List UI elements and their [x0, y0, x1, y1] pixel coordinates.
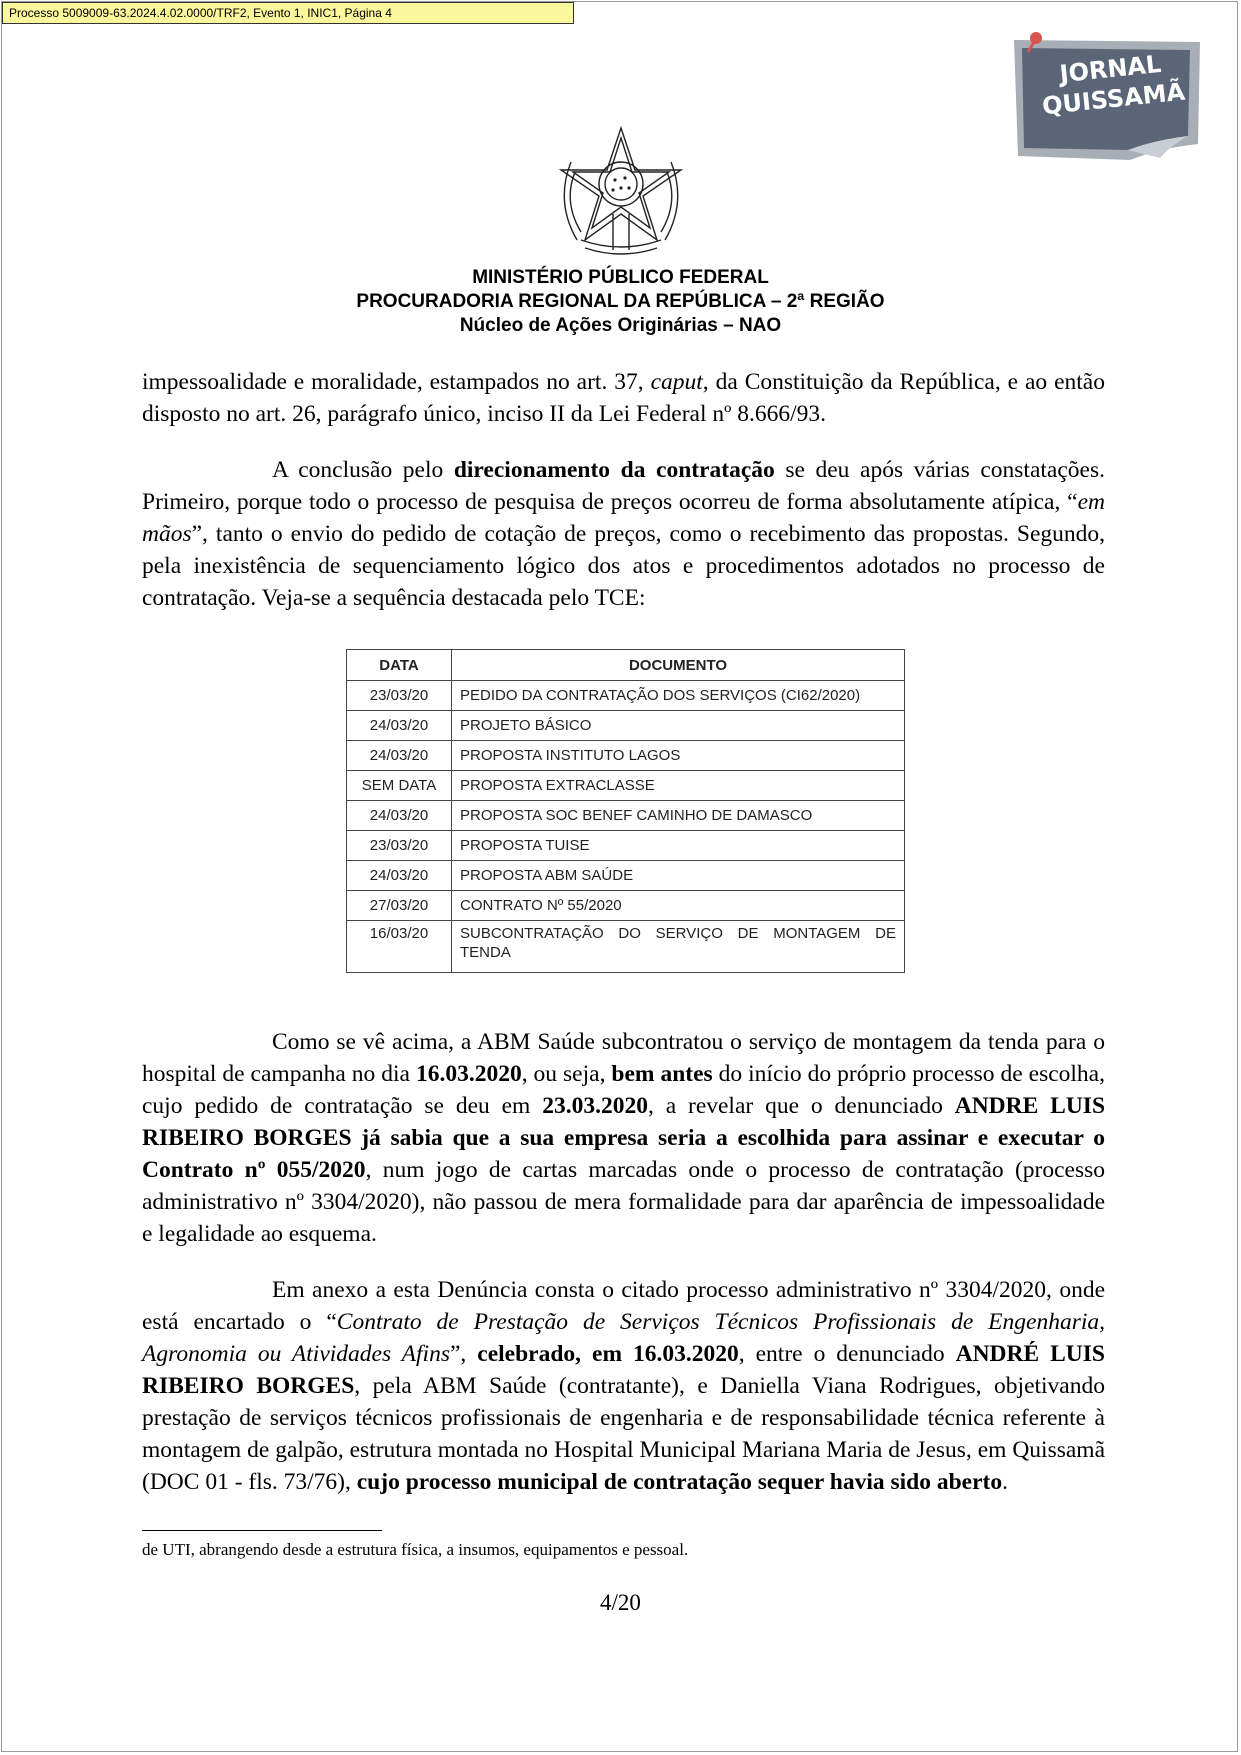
- paragraph-2: [142, 454, 1105, 614]
- letterhead: [0, 266, 1241, 338]
- jornal-quissama-logo: [1010, 28, 1202, 160]
- paragraph-4: [142, 1274, 1105, 1498]
- p2-text-2: se deu após várias constatações. Primeiro, porque todo o processo de pesquisa de preços ocorreu de forma absolutamente atípica, “: [142, 457, 1105, 515]
- p3-bold-4: ANDRE LUIS RIBEIRO BORGES já sabia que a sua empresa seria a escolhida para assinar e executar o Contrato nº 055/2020: [142, 1093, 1106, 1183]
- paragraph-1: [142, 366, 1105, 430]
- p3-text-1: Como se vê acima, a ABM Saúde subcontratou o serviço de montagem da tenda para o hospital de campanha no dia: [142, 1029, 1105, 1087]
- p2-italic-1: em mãos: [142, 489, 1105, 547]
- p3-text-4: , a revelar que o denunciado: [647, 1093, 955, 1119]
- logo-line-2: QUISSAMÃ: [1040, 77, 1187, 121]
- logo-line-1: JORNAL: [1058, 49, 1163, 89]
- date-cell: 16/03/20: [347, 921, 452, 973]
- process-stamp: Processo 5009009-63.2024.4.02.0000/TRF2, Evento 1, INIC1, Página 4: [2, 2, 574, 24]
- header-ministry: MINISTÉRIO PÚBLICO FEDERAL: [472, 267, 769, 288]
- date-cell: 24/03/20: [347, 741, 452, 771]
- header-nucleo: Núcleo de Ações Originárias – NAO: [459, 315, 782, 336]
- document-cell: SUBCONTRATAÇÃO DO SERVIÇO DE MONTAGEM DE TENDA: [452, 921, 905, 973]
- table-row: [347, 861, 905, 891]
- header-procuradoria: PROCURADORIA REGIONAL DA REPÚBLICA – 2ª REGIÃO: [356, 291, 885, 312]
- table-row: [347, 741, 905, 771]
- p4-bold-1: celebrado, em 16.03.2020: [477, 1341, 739, 1367]
- p4-text-1: Em anexo a esta Denúncia consta o citado processo administrativo nº 3304/2020, onde está encartado o “: [142, 1277, 1105, 1335]
- paragraph-3: [142, 1026, 1105, 1250]
- p3-text-3: do início do próprio processo de escolha, cujo pedido de contratação se deu em: [142, 1061, 1105, 1119]
- date-cell: 24/03/20: [347, 711, 452, 741]
- p2-text-3: ”, tanto o envio do pedido de cotação de preços, como o recebimento das propostas. Segundo, pela inexistência de sequenciamento lógico dos atos e procedimentos adotados no processo de contratação. Veja-se a sequência destacada pelo TCE:: [142, 521, 1105, 611]
- date-cell: SEM DATA: [347, 771, 452, 801]
- p3-bold-1: 16.03.2020: [415, 1061, 522, 1087]
- document-cell: PEDIDO DA CONTRATAÇÃO DOS SERVIÇOS (CI62/2020): [452, 681, 905, 711]
- date-cell: 27/03/20: [347, 891, 452, 921]
- document-cell: PROPOSTA ABM SAÚDE: [452, 861, 905, 891]
- p4-bold-3: cujo processo municipal de contratação sequer havia sido aberto: [356, 1469, 1003, 1495]
- table-row: [347, 711, 905, 741]
- document-cell: PROPOSTA INSTITUTO LAGOS: [452, 741, 905, 771]
- p2-bold-1: direcionamento da contratação: [453, 457, 775, 483]
- document-cell: PROPOSTA SOC BENEF CAMINHO DE DAMASCO: [452, 801, 905, 831]
- p3-text-2: , ou seja,: [521, 1061, 612, 1087]
- document-cell: CONTRATO Nº 55/2020: [452, 891, 905, 921]
- p1-text-2: , da Constituição da República, e ao então disposto no art. 26, parágrafo único, inciso II da Lei Federal nº 8.666/93.: [142, 369, 1105, 427]
- p1-italic-caput: caput: [650, 369, 703, 395]
- date-cell: 24/03/20: [347, 801, 452, 831]
- table-row: [347, 771, 905, 801]
- col-header-documento: DOCUMENTO: [452, 650, 905, 681]
- p2-text-1: A conclusão pelo: [272, 457, 454, 483]
- page-number: 4/20: [600, 1590, 641, 1615]
- p3-bold-2: bem antes: [611, 1061, 713, 1087]
- p3-bold-3: 23.03.2020: [542, 1093, 648, 1119]
- footnote: de UTI, abrangendo desde a estrutura física, a insumos, equipamentos e pessoal.: [142, 1540, 689, 1559]
- col-header-data: DATA: [347, 650, 452, 681]
- p1-text-1: impessoalidade e moralidade, estampados no art. 37,: [142, 369, 651, 395]
- date-cell: 23/03/20: [347, 831, 452, 861]
- table-row: [347, 831, 905, 861]
- table-header-row: [347, 650, 905, 681]
- p4-text-2: ”,: [449, 1341, 478, 1367]
- document-cell: PROPOSTA EXTRACLASSE: [452, 771, 905, 801]
- p4-text-5: .: [1002, 1469, 1008, 1495]
- table-row: [347, 891, 905, 921]
- coat-of-arms-icon: [551, 122, 691, 262]
- date-cell: 24/03/20: [347, 861, 452, 891]
- date-cell: 23/03/20: [347, 681, 452, 711]
- tce-sequence-table: [346, 649, 905, 973]
- table-row: [347, 921, 905, 973]
- footnote-separator: [142, 1530, 382, 1531]
- document-cell: PROPOSTA TUISE: [452, 831, 905, 861]
- p4-text-4: , pela ABM Saúde (contratante), e Daniella Viana Rodrigues, objetivando prestação de serviços técnicos profissionais de engenharia e de responsabilidade técnica referente à montagem de galpão, estrutura montada no Hospital Municipal Mariana Maria de Jesus, em Quissamã (DOC 01 - fls. 73/76),: [142, 1373, 1105, 1495]
- document-cell: PROJETO BÁSICO: [452, 711, 905, 741]
- p3-text-5: , num jogo de cartas marcadas onde o processo de contratação (processo administrativo nº 3304/2020), não passou de mera formalidade para dar aparência de impessoalidade e legalidade ao esquema.: [142, 1157, 1105, 1247]
- p4-bold-2: ANDRÉ LUIS RIBEIRO BORGES: [142, 1341, 1105, 1399]
- p4-text-3: , entre o denunciado: [738, 1341, 956, 1367]
- p4-italic-1: Contrato de Prestação de Serviços Técnicos Profissionais de Engenharia, Agronomia ou Atividades Afins: [142, 1309, 1105, 1367]
- table-row: [347, 801, 905, 831]
- table-row: [347, 681, 905, 711]
